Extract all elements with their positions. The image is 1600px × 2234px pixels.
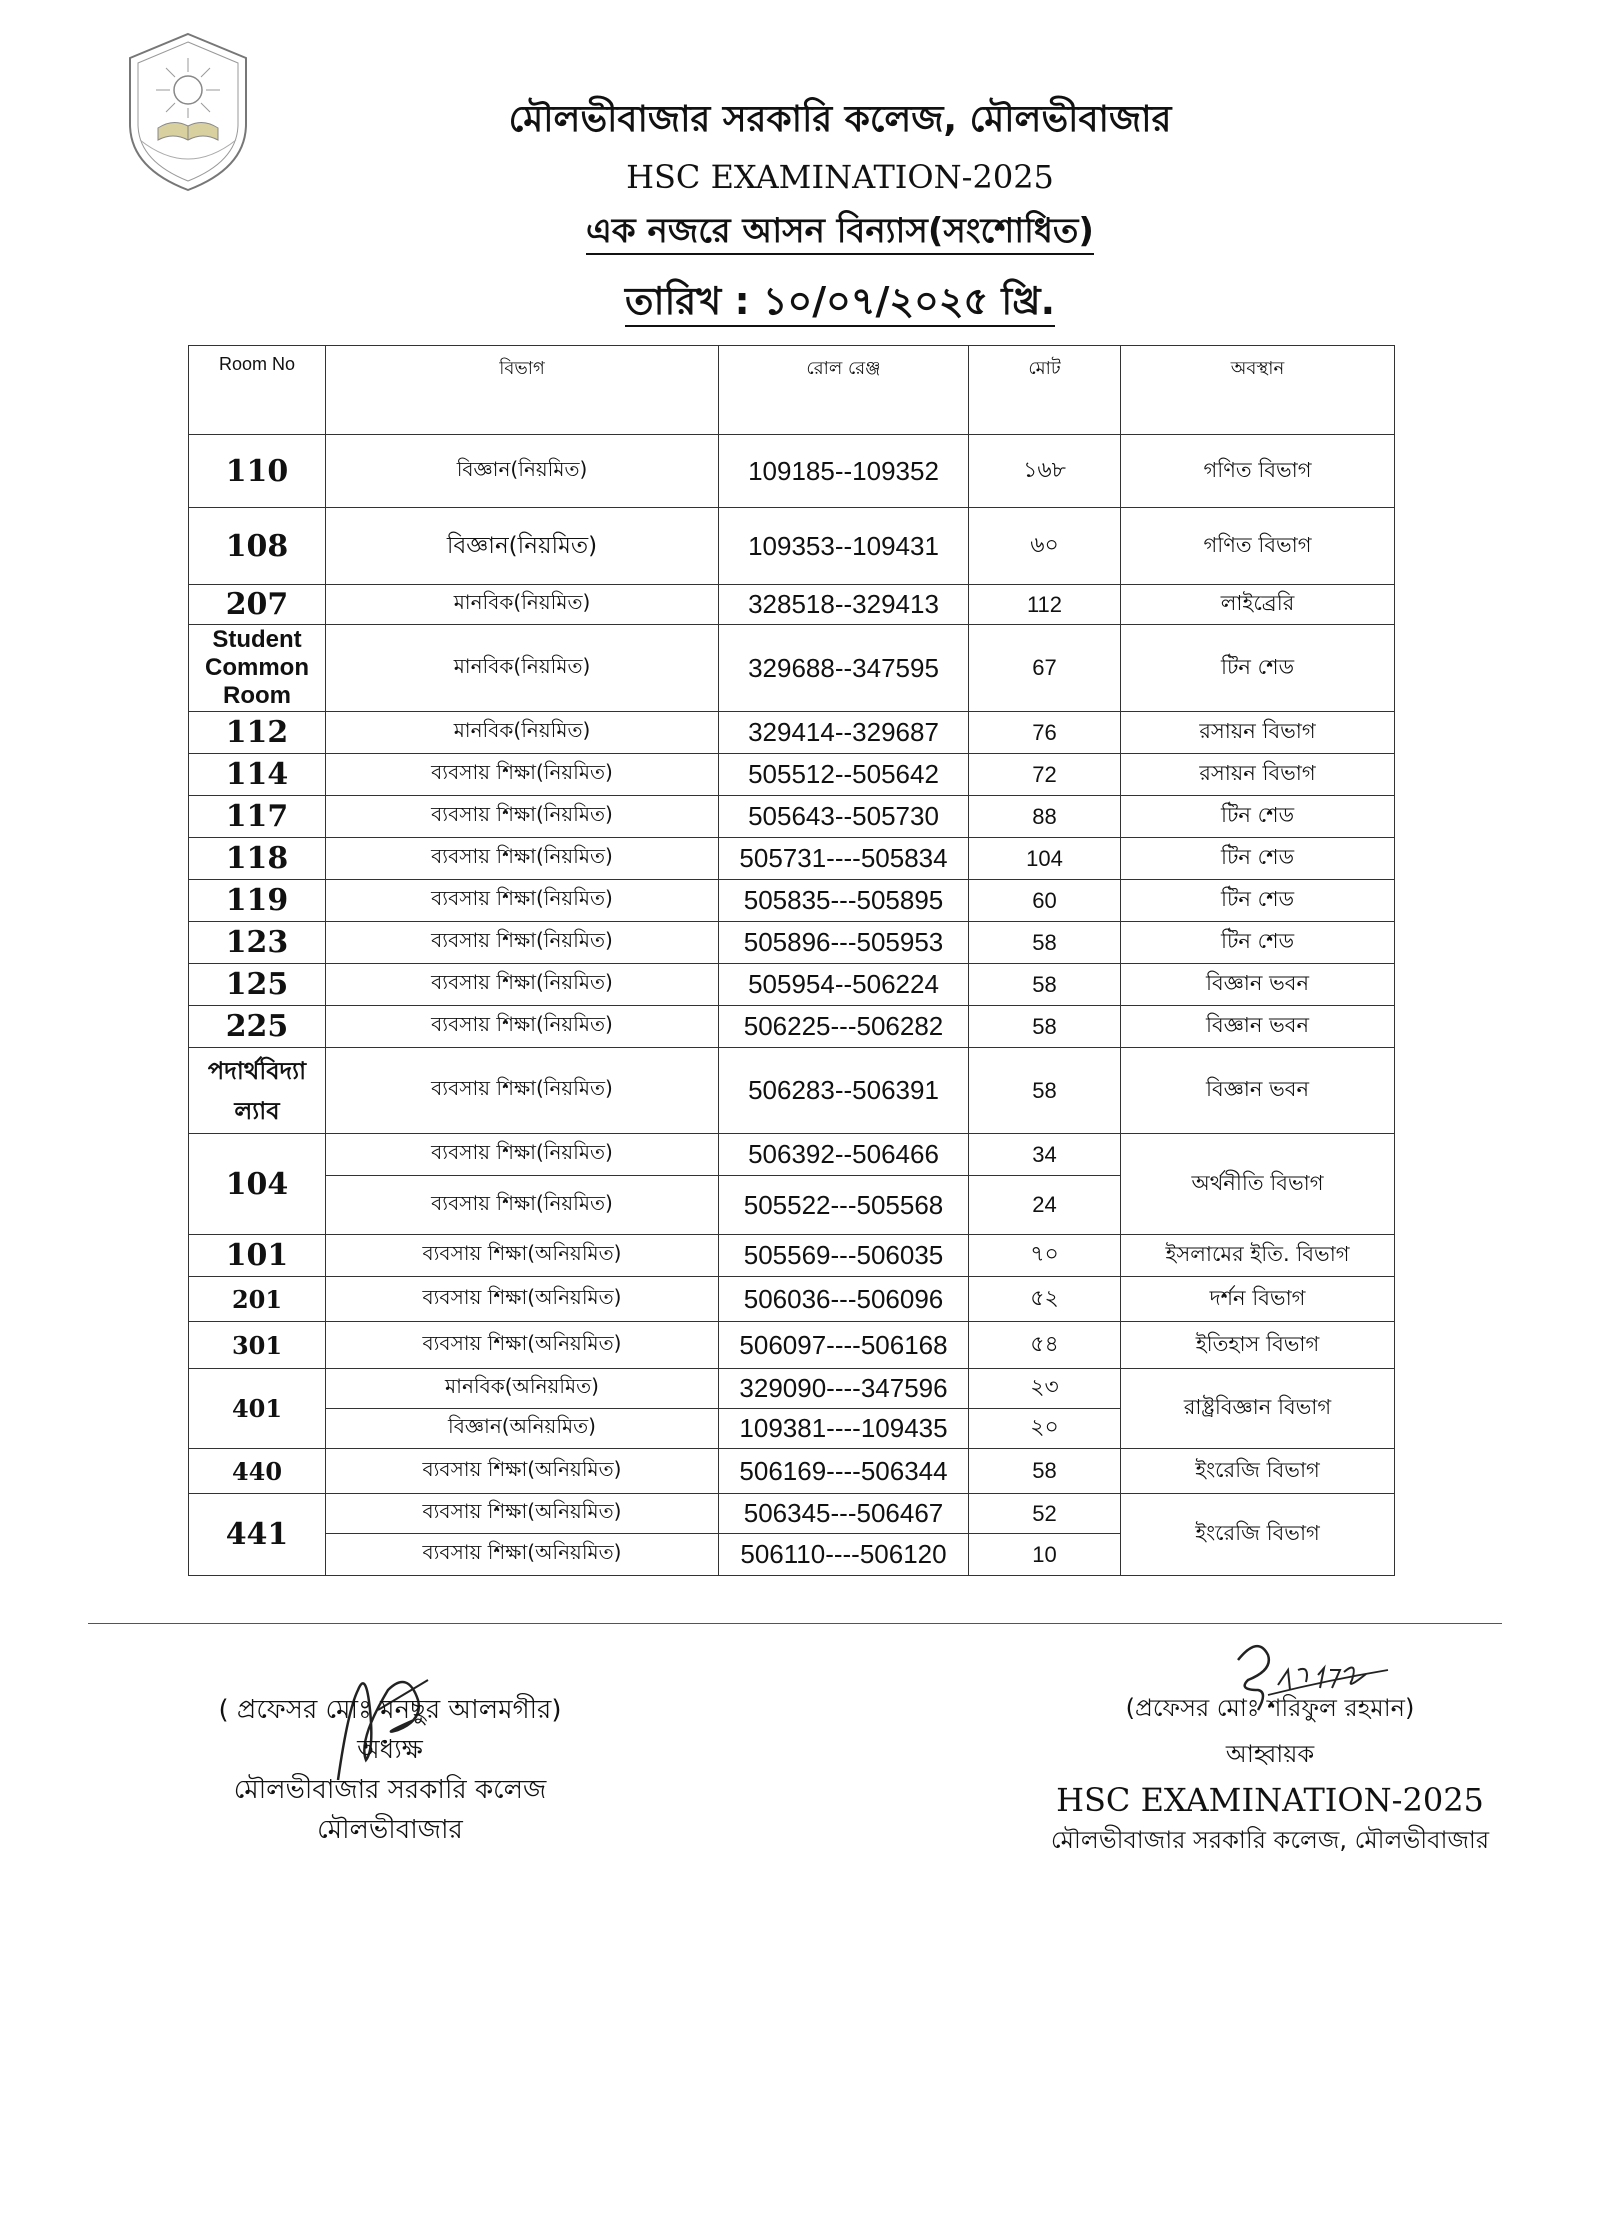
table-row: 201 ব্যবসায় শিক্ষা(অনিয়মিত) 506036---506096 ৫২ দর্শন বিভাগ	[189, 1277, 1395, 1322]
seat-plan-title: এক নজরে আসন বিন্যাস(সংশোধিত)	[40, 205, 1600, 262]
convener-signature-block	[1010, 1688, 1530, 1860]
table-row: 441 ব্যবসায় শিক্ষা(অনিয়মিত) 506345---506467 52 ইংরেজি বিভাগ	[189, 1494, 1395, 1534]
table-row: 207 মানবিক(নিয়মিত) 328518--329413 112 লাইব্রেরি	[189, 585, 1395, 625]
table-row: 301 ব্যবসায় শিক্ষা(অনিয়মিত) 506097----506168 ৫৪ ইতিহাস বিভাগ	[189, 1322, 1395, 1369]
table-row: ব্যবসায় শিক্ষা(নিয়মিত) 505522---505568 24	[189, 1176, 1395, 1235]
table-row: 117 ব্যবসায় শিক্ষা(নিয়মিত) 505643--505730 88 টিন শেড	[189, 796, 1395, 838]
header-room-no: Room No	[189, 346, 326, 435]
table-row: 104 ব্যবসায় শিক্ষা(নিয়মিত) 506392--506466 34 অর্থনীতি বিভাগ	[189, 1134, 1395, 1176]
exam-title: HSC EXAMINATION-2025	[626, 158, 1054, 196]
table-row: 112 মানবিক(নিয়মিত) 329414--329687 76 রসায়ন বিভাগ	[189, 712, 1395, 754]
principal-designation: অধ্যক্ষ	[357, 1735, 423, 1765]
table-row: 123 ব্যবসায় শিক্ষা(নিয়মিত) 505896---505953 58 টিন শেড	[189, 922, 1395, 964]
divider	[88, 1623, 1502, 1624]
header-total: মোট	[969, 346, 1121, 435]
table-row: 101 ব্যবসায় শিক্ষা(অনিয়মিত) 505569---506035 ৭০ ইসলামের ইতি. বিভাগ	[189, 1235, 1395, 1277]
convener-name: (প্রফেসর মোঃ শরিফুল রহমান)	[1125, 1694, 1415, 1722]
table-row: 118 ব্যবসায় শিক্ষা(নিয়মিত) 505731----505834 104 টিন শেড	[189, 838, 1395, 880]
table-row: বিজ্ঞান(অনিয়মিত) 109381----109435 ২০	[189, 1409, 1395, 1449]
header-department: বিভাগ	[326, 346, 719, 435]
convener-exam: HSC EXAMINATION-2025	[1056, 1781, 1484, 1819]
convener-org: মৌলভীবাজার সরকারি কলেজ, মৌলভীবাজার	[1050, 1826, 1490, 1854]
table-header-row	[189, 346, 1395, 435]
convener-designation: আহ্বায়ক	[1225, 1740, 1315, 1768]
header-location: অবস্থান	[1121, 346, 1395, 435]
table-row: 125 ব্যবসায় শিক্ষা(নিয়মিত) 505954--506224 58 বিজ্ঞান ভবন	[189, 964, 1395, 1006]
table-row: ব্যবসায় শিক্ষা(অনিয়মিত) 506110----506120 10	[189, 1534, 1395, 1576]
table-row: পদার্থবিদ্যা ল্যাব ব্যবসায় শিক্ষা(নিয়মিত) 506283--506391 58 বিজ্ঞান ভবন	[189, 1048, 1395, 1134]
table-row: 401 মানবিক(অনিয়মিত) 329090----347596 ২৩ রাষ্ট্রবিজ্ঞান বিভাগ	[189, 1369, 1395, 1409]
table-row: 440 ব্যবসায় শিক্ষা(অনিয়মিত) 506169----506344 58 ইংরেজি বিভাগ	[189, 1449, 1395, 1494]
exam-date: তারিখ : ১০/০৭/২০২৫ খ্রি.	[40, 272, 1600, 336]
header-roll-range: রোল রেঞ্জ	[719, 346, 969, 435]
college-name: মৌলভীবাজার সরকারি কলেজ, মৌলভীবাজার	[508, 99, 1172, 140]
table-row: Student Common Room মানবিক(নিয়মিত) 329688--347595 67 টিন শেড	[189, 625, 1395, 712]
principal-name: ( প্রফেসর মোঃ মনছুর আলমগীর)	[218, 1695, 562, 1725]
principal-org: মৌলভীবাজার সরকারি কলেজ	[233, 1775, 547, 1805]
table-row: 108 বিজ্ঞান(নিয়মিত) 109353--109431 ৬০ গণিত বিভাগ	[189, 508, 1395, 585]
table-row: 114 ব্যবসায় শিক্ষা(নিয়মিত) 505512--505642 72 রসায়ন বিভাগ	[189, 754, 1395, 796]
principal-signature-block	[150, 1690, 630, 1850]
principal-org-city: মৌলভীবাজার	[317, 1815, 463, 1845]
table-row: 119 ব্যবসায় শিক্ষা(নিয়মিত) 505835---505895 60 টিন শেড	[189, 880, 1395, 922]
table-row: 225 ব্যবসায় শিক্ষা(নিয়মিত) 506225---506282 58 বিজ্ঞান ভবন	[189, 1006, 1395, 1048]
table-row: 110 বিজ্ঞান(নিয়মিত) 109185--109352 ১৬৮ গণিত বিভাগ	[189, 435, 1395, 508]
seat-plan-table	[188, 345, 1395, 1576]
